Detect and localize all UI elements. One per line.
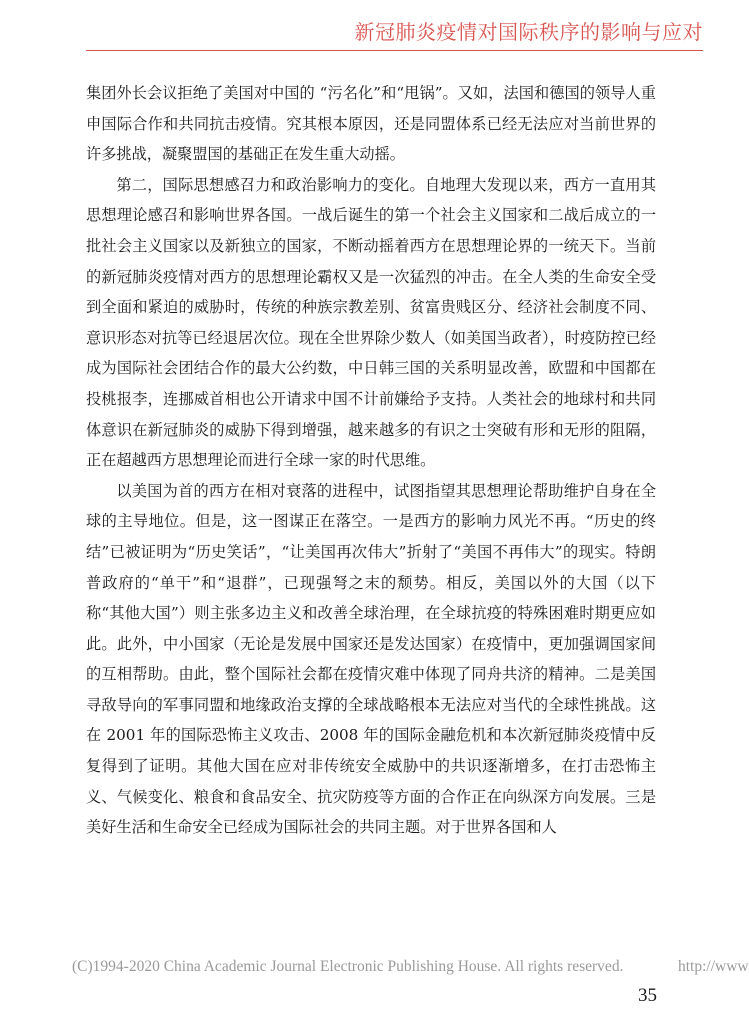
header-divider <box>86 50 703 51</box>
copyright-url: http://www <box>678 958 749 975</box>
page-number: 35 <box>638 985 657 1006</box>
paragraph-continued: 集团外长会议拒绝了美国对中国的 “污名化”和“甩锅”。又如，法国和德国的领导人重申国际合作和共同抗击疫情。究其根本原因，还是同盟体系已经无法应对当前世界的许多挑战，凝聚盟国的基础正在发生重大动摇。 <box>86 84 656 164</box>
paragraph: 以美国为首的西方在相对衰落的进程中，试图指望其思想理论帮助维护自身在全球的主导地位。但是，这一图谋正在落空。一是西方的影响力风光不再。“历史的终结”已被证明为“历史笑话”，“让美国再次伟大”折射了“美国不再伟大”的现实。特朗普政府的“单干”和“退群”，已现强弩之末的颓势。相反，美国以外的大国（以下称“其他大国”）则主张多边主义和改善全球治理，在全球抗疫的特殊困难时期更应如此。此外，中小国家（无论是发展中国家还是发达国家）在疫情中，更加强调国家间的互相帮助。由此，整个国际社会都在疫情灾难中体现了同舟共济的精神。二是美国寻敌导向的军事同盟和地缘政治支撑的全球战略根本无法应对当代的全球性挑战。这在 2001 年的国际恐怖主义攻击、2008 年的国际金融危机和本次新冠肺炎疫情中反复得到了证明。其他大国在应对非传统安全威胁中的共识逐渐增多，在打击恐怖主义、气候变化、粮食和食品安全、抗灾防疫等方面的合作正在向纵深方向发展。三是美好生活和生命安全已经成为国际社会的共同主题。对于世界各国和人 <box>86 481 656 837</box>
article-body <box>86 78 656 843</box>
running-header-title: 新冠肺炎疫情对国际秩序的影响与应对 <box>354 20 703 44</box>
paragraph: 第二，国际思想感召力和政治影响力的变化。自地理大发现以来，西方一直用其思想理论感召和影响世界各国。一战后诞生的第一个社会主义国家和二战后成立的一批社会主义国家以及新独立的国家，不断动摇着西方在思想理论界的一统天下。当前的新冠肺炎疫情对西方的思想理论霸权又是一次猛烈的冲击。在全人类的生命安全受到全面和紧迫的威胁时，传统的种族宗教差别、贫富贵贱区分、经济社会制度不同、意识形态对抗等已经退居次位。现在全世界除少数人（如美国当政者），时疫防控已经成为国际社会团结合作的最大公约数，中日韩三国的关系明显改善，欧盟和中国都在投桃报李，连挪威首相也公开请求中国不计前嫌给予支持。人类社会的地球村和共同体意识在新冠肺炎的威胁下得到增强，越来越多的有识之士突破有形和无形的阻隔，正在超越西方思想理论而进行全球一家的时代思维。 <box>86 175 656 470</box>
copyright-watermark: (C)1994-2020 China Academic Journal Electronic Publishing House. All rights reserved. <box>72 958 624 975</box>
